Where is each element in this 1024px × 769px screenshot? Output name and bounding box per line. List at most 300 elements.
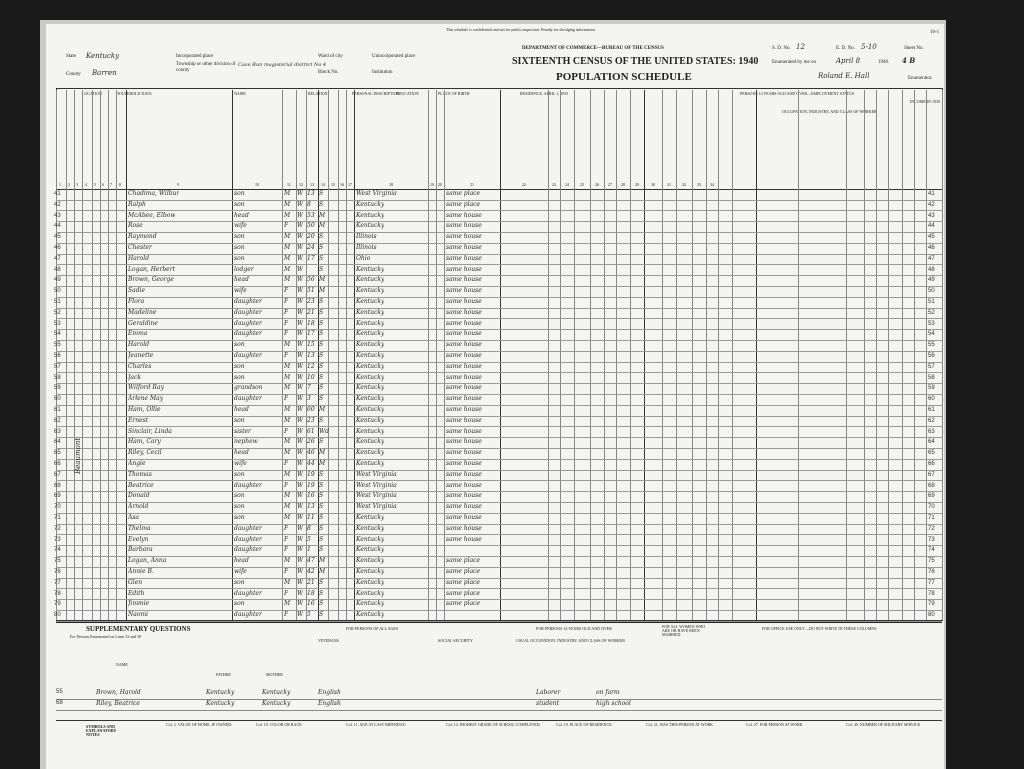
age: 12 <box>307 362 315 370</box>
relation: head <box>234 449 249 457</box>
birthplace: Kentucky <box>356 416 385 424</box>
birthplace: Kentucky <box>356 600 385 608</box>
marital-status: S <box>319 416 324 424</box>
person-name: Evelyn <box>128 535 149 543</box>
birthplace: Kentucky <box>356 352 385 359</box>
census-row <box>56 319 942 331</box>
sex: M <box>284 470 291 478</box>
marital-status: S <box>319 395 324 403</box>
birthplace: Kentucky <box>356 211 385 219</box>
marital-status: S <box>319 254 324 262</box>
enumerated-label: Enumerated by me on <box>772 60 817 65</box>
age: 18 <box>307 589 315 597</box>
residence-1935: same house <box>446 373 482 381</box>
person-name: Logan, Herbert <box>128 265 176 273</box>
race: W <box>297 352 304 359</box>
race: W <box>297 341 304 349</box>
line-number-right: 54 <box>928 331 935 338</box>
line-number: 41 <box>54 191 61 197</box>
line-number: 45 <box>54 234 61 241</box>
section-birth: PLACE OF BIRTH <box>438 91 470 96</box>
sex: F <box>284 298 289 305</box>
residence-1935: same house <box>446 341 482 349</box>
census-row <box>56 211 942 223</box>
person-name: Harold <box>128 254 150 262</box>
line-number-right: 51 <box>928 299 935 305</box>
age: 60 <box>307 406 315 413</box>
race: W <box>297 611 304 619</box>
sex: F <box>284 222 289 230</box>
ed-label: E. D. No. <box>836 46 856 51</box>
birthplace: Kentucky <box>356 578 385 586</box>
birthplace: West Virginia <box>356 492 397 500</box>
birthplace: Kentucky <box>356 557 385 565</box>
section-occupation: OCCUPATION, INDUSTRY, AND CLASS OF WORKER <box>782 109 877 114</box>
census-row <box>56 545 942 557</box>
line-number-right: 72 <box>928 525 935 532</box>
line-number-right: 77 <box>928 579 935 586</box>
birthplace: West Virginia <box>356 503 397 511</box>
birthplace: Kentucky <box>356 589 385 597</box>
relation: daughter <box>234 524 262 532</box>
birthplace: Kentucky <box>356 611 385 619</box>
column-number: 9 <box>177 182 179 187</box>
township-value: Cave Run magisterial district No 4 <box>238 62 327 68</box>
column-number: 19 <box>430 182 434 187</box>
census-row <box>56 481 942 493</box>
marital-status: M <box>319 222 326 230</box>
age: 11 <box>307 514 315 521</box>
ward-label: Ward of city <box>318 54 343 59</box>
birthplace: Kentucky <box>356 200 385 208</box>
line-number-right: 76 <box>928 569 935 575</box>
relation: daughter <box>234 546 262 554</box>
supp-mother-col: MOTHER <box>266 672 283 677</box>
county-label: County <box>66 72 81 77</box>
marital-status: S <box>319 438 324 446</box>
marital-status: S <box>319 200 324 208</box>
line-number-right: 52 <box>928 309 935 316</box>
census-row <box>56 405 942 417</box>
residence-1935: same house <box>446 211 482 219</box>
residence-1935: same house <box>446 514 482 521</box>
census-row <box>56 329 942 341</box>
census-row <box>56 524 942 536</box>
person-name: Rose <box>128 222 143 230</box>
birthplace: Kentucky <box>356 308 385 316</box>
column-number: 13 <box>310 182 314 187</box>
person-name: Sinclair, Linda <box>128 427 172 435</box>
age: 17 <box>307 330 315 338</box>
person-name: Sadie <box>128 287 145 295</box>
supp-veterans: VETERANS <box>318 638 339 643</box>
sex: M <box>284 503 291 511</box>
sex: M <box>284 600 291 608</box>
race: W <box>297 470 304 478</box>
relation: son <box>234 200 245 208</box>
birthplace: Kentucky <box>356 341 385 349</box>
column-number: 8 <box>119 182 121 187</box>
race: W <box>297 557 304 565</box>
supp-language: English <box>318 689 341 696</box>
sex: F <box>284 460 289 467</box>
supp-father-col: FATHER <box>216 672 231 677</box>
sheet-label: Sheet No. <box>904 46 924 51</box>
column-number: 32 <box>682 182 686 187</box>
relation: daughter <box>234 589 262 597</box>
line-number: 78 <box>54 590 61 597</box>
supp-line: 68 <box>56 700 63 706</box>
column-number: 11 <box>287 182 291 187</box>
relation: daughter <box>234 319 262 327</box>
supplementary-section <box>56 622 942 720</box>
residence-1935: same house <box>446 276 482 284</box>
census-row <box>56 491 942 503</box>
sex: M <box>284 406 291 413</box>
race: W <box>297 200 304 208</box>
person-name: Logan, Anna <box>128 557 167 565</box>
column-number: 1 <box>59 182 61 187</box>
line-number: 70 <box>54 504 61 511</box>
legend-col21: Col. 21. WAS THIS PERSON AT WORK <box>646 722 714 727</box>
schedule-title: POPULATION SCHEDULE <box>556 71 692 83</box>
age: 18 <box>307 319 315 327</box>
sex: M <box>284 244 291 251</box>
race: W <box>297 319 304 327</box>
column-number: 33 <box>697 182 701 187</box>
marital-status: S <box>319 341 324 349</box>
residence-1935: same house <box>446 362 482 370</box>
sex: M <box>284 276 291 284</box>
sex: F <box>284 308 289 316</box>
relation: son <box>234 190 245 197</box>
line-number-right: 70 <box>928 504 935 511</box>
sex: M <box>284 190 291 197</box>
marital-status: S <box>319 330 324 338</box>
race: W <box>297 460 304 467</box>
person-name: Jimmie <box>128 600 150 608</box>
column-number: 15 <box>331 182 335 187</box>
column-number: 26 <box>595 182 599 187</box>
marital-status: S <box>319 578 324 586</box>
census-row <box>56 578 942 590</box>
residence-1935: same house <box>446 535 482 543</box>
relation: daughter <box>234 298 262 305</box>
race: W <box>297 287 304 295</box>
relation: son <box>234 341 245 349</box>
residence-1935: same house <box>446 427 482 435</box>
line-number-right: 56 <box>928 353 935 359</box>
race: W <box>297 481 304 489</box>
line-number-right: 50 <box>928 288 935 295</box>
census-row <box>56 513 942 525</box>
sex: M <box>284 265 291 273</box>
person-name: Arlene May <box>128 395 164 403</box>
age: 26 <box>307 438 315 446</box>
birthplace: Kentucky <box>356 395 385 403</box>
marital-status: M <box>319 406 326 413</box>
age: 21 <box>307 578 315 586</box>
column-number: 14 <box>321 182 325 187</box>
birthplace: West Virginia <box>356 470 397 478</box>
relation: nephew <box>234 438 258 446</box>
column-number: 16 <box>340 182 344 187</box>
age: 47 <box>307 557 315 565</box>
residence-1935: same house <box>446 503 482 511</box>
census-title: SIXTEENTH CENSUS OF THE UNITED STATES: 1940 <box>512 56 759 67</box>
marital-status: S <box>319 589 324 597</box>
sex: F <box>284 481 289 489</box>
column-number: 10 <box>255 182 259 187</box>
relation: daughter <box>234 535 262 543</box>
marital-status: S <box>319 470 324 478</box>
line-number-right: 69 <box>928 493 935 500</box>
race: W <box>297 503 304 511</box>
enumerator-name: Roland E. Hall <box>818 72 870 80</box>
line-number: 53 <box>54 320 61 327</box>
residence-1935: same place <box>446 578 481 586</box>
person-name: Brown, George <box>128 276 174 284</box>
age: 46 <box>307 449 315 457</box>
sheet-header <box>46 24 944 88</box>
birthplace: Kentucky <box>356 373 385 381</box>
person-name: Donald <box>128 492 150 500</box>
township-label: Township or other division of county <box>176 62 236 73</box>
marital-status: S <box>319 481 324 489</box>
age: 56 <box>307 276 315 284</box>
column-number: 17 <box>348 182 352 187</box>
race: W <box>297 492 304 500</box>
relation: head <box>234 276 249 284</box>
line-number-right: 73 <box>928 536 935 543</box>
census-row <box>56 437 942 449</box>
race: W <box>297 514 304 521</box>
marital-status: M <box>319 276 326 284</box>
marital-status: Wd <box>319 427 330 435</box>
age: 10 <box>307 373 315 381</box>
legend-col19: Col. 19. PLACE OF RESIDENCE: <box>556 722 613 727</box>
relation: wife <box>234 287 247 295</box>
column-number: 20 <box>438 182 442 187</box>
line-number: 68 <box>54 482 61 489</box>
birthplace: West Virginia <box>356 481 397 489</box>
marital-status: M <box>319 287 326 295</box>
person-name: Thomas <box>128 470 152 478</box>
age: 42 <box>307 568 315 575</box>
relation: wife <box>234 460 247 467</box>
marital-status: S <box>319 362 324 370</box>
age: 15 <box>307 341 315 349</box>
supp-line: 55 <box>56 689 63 695</box>
line-number-right: 78 <box>928 590 935 597</box>
sex: M <box>284 514 291 521</box>
line-number: 43 <box>54 212 61 219</box>
relation: son <box>234 416 245 424</box>
age: 19 <box>307 481 315 489</box>
legend-symbols: SYMBOLS AND EXPLANATORY NOTES <box>86 724 117 737</box>
sex: F <box>284 611 289 619</box>
supp-industry: on farm <box>596 689 620 696</box>
line-number-right: 61 <box>928 407 935 413</box>
birthplace: Kentucky <box>356 427 385 435</box>
supp-occupation: Laborer <box>536 689 561 696</box>
supp-row-rule <box>56 699 942 700</box>
column-number: 30 <box>651 182 655 187</box>
relation: son <box>234 373 245 381</box>
sex: F <box>284 546 289 554</box>
line-number-right: 43 <box>928 212 935 219</box>
age: 5 <box>307 535 311 543</box>
supp-person-name: Riley, Beatrice <box>96 700 140 707</box>
legend-col27: Col. 27. FOR PERSON AT WORK <box>746 722 803 727</box>
line-number: 77 <box>54 579 61 586</box>
relation: daughter <box>234 330 262 338</box>
line-number-right: 60 <box>928 396 935 403</box>
enumerated-year: 1940. <box>878 60 890 65</box>
person-name: Chadima, Wilbur <box>128 190 180 197</box>
person-name: Riley, Cecil <box>128 449 162 457</box>
race: W <box>297 265 304 273</box>
residence-1935: same house <box>446 244 482 251</box>
line-number: 52 <box>54 309 61 316</box>
sex: F <box>284 535 289 543</box>
marital-status: M <box>319 557 326 565</box>
race: W <box>297 524 304 532</box>
race: W <box>297 578 304 586</box>
confidential-notice: This schedule is confidential and not for public inspection. Penalty for divulging information. <box>446 27 596 32</box>
relation: son <box>234 362 245 370</box>
line-number-right: 46 <box>928 245 935 251</box>
supp-father-birth: Kentucky <box>206 700 235 707</box>
relation: daughter <box>234 611 262 619</box>
line-number: 48 <box>54 266 61 273</box>
race: W <box>297 362 304 370</box>
birthplace: Kentucky <box>356 298 385 305</box>
line-number: 65 <box>54 450 61 457</box>
birthplace: Kentucky <box>356 276 385 284</box>
supp-title: SUPPLEMENTARY QUESTIONS <box>86 625 191 633</box>
person-name: Ham, Cary <box>128 438 161 446</box>
race: W <box>297 373 304 381</box>
line-number: 74 <box>54 547 61 554</box>
relation: son <box>234 503 245 511</box>
age: 23 <box>307 416 315 424</box>
residence-1935: same house <box>446 254 482 262</box>
section-income: INCOME IN 1939 <box>910 99 940 104</box>
person-name: Emma <box>128 330 148 338</box>
race: W <box>297 449 304 457</box>
residence-1935: same house <box>446 233 482 241</box>
relation: daughter <box>234 481 262 489</box>
supp-language: English <box>318 700 341 707</box>
legend-col14: Col. 14. HIGHEST GRADE OF SCHOOL COMPLETED: <box>446 722 541 727</box>
age: 53 <box>307 211 315 219</box>
relation: son <box>234 244 245 251</box>
supp-industry: high school <box>596 700 631 707</box>
line-number: 64 <box>54 439 61 446</box>
residence-1935: same house <box>446 406 482 413</box>
person-name: Jeanette <box>128 352 154 359</box>
institution-label: Institution <box>372 70 393 75</box>
line-number-right: 49 <box>928 277 935 284</box>
line-number-right: 71 <box>928 515 935 521</box>
birthplace: Illinois <box>356 244 377 251</box>
line-number: 50 <box>54 288 61 295</box>
column-number: 4 <box>85 182 87 187</box>
census-row <box>56 308 942 320</box>
race: W <box>297 395 304 403</box>
sheet-value: 4 B <box>902 56 916 65</box>
census-row <box>56 556 942 568</box>
line-number: 66 <box>54 461 61 467</box>
residence-1935: same place <box>446 568 481 575</box>
census-row <box>56 232 942 244</box>
marital-status: S <box>319 352 324 359</box>
race: W <box>297 222 304 230</box>
residence-1935: same house <box>446 438 482 446</box>
relation: daughter <box>234 395 262 403</box>
line-number-right: 57 <box>928 363 935 370</box>
birthplace: Kentucky <box>356 449 385 457</box>
relation: son <box>234 492 245 500</box>
line-number: 67 <box>54 471 61 478</box>
sex: M <box>284 557 291 565</box>
residence-1935: same house <box>446 449 482 457</box>
line-number: 58 <box>54 374 61 381</box>
line-number: 55 <box>54 342 61 349</box>
census-row <box>56 362 942 374</box>
sex: F <box>284 589 289 597</box>
marital-status: S <box>319 233 324 241</box>
section-residence: RESIDENCE, APRIL 1, 1935 <box>520 91 569 96</box>
line-number-right: 58 <box>928 374 935 381</box>
state-label: State <box>66 54 76 59</box>
person-name: Ham, Ollie <box>128 406 161 413</box>
residence-1935: same place <box>446 557 481 565</box>
person-name: Edith <box>128 589 145 597</box>
sex: F <box>284 352 289 359</box>
relation: grandson <box>234 384 263 392</box>
person-name: Angie <box>128 460 146 467</box>
birthplace: Kentucky <box>356 524 385 532</box>
birthplace: Kentucky <box>356 546 385 554</box>
race: W <box>297 233 304 241</box>
column-number: 6 <box>102 182 104 187</box>
sex: M <box>284 416 291 424</box>
sd-value: 12 <box>796 43 805 51</box>
line-number-right: 63 <box>928 428 935 435</box>
race: W <box>297 276 304 284</box>
age: 16 <box>307 492 315 500</box>
birthplace: Kentucky <box>356 222 385 230</box>
residence-1935: same house <box>446 416 482 424</box>
sex: M <box>284 373 291 381</box>
line-number: 63 <box>54 428 61 435</box>
sex: M <box>284 438 291 446</box>
line-number: 80 <box>54 612 61 619</box>
race: W <box>297 330 304 338</box>
enumerator-label: Enumerator. <box>908 76 933 81</box>
line-number-right: 62 <box>928 417 935 424</box>
line-number: 79 <box>54 601 61 608</box>
census-row <box>56 265 942 277</box>
age: 23 <box>307 298 315 305</box>
line-number-right: 41 <box>928 191 935 197</box>
birthplace: Ohio <box>356 254 371 262</box>
column-number: 22 <box>522 182 526 187</box>
census-rows <box>56 189 942 621</box>
column-number: 23 <box>552 182 556 187</box>
